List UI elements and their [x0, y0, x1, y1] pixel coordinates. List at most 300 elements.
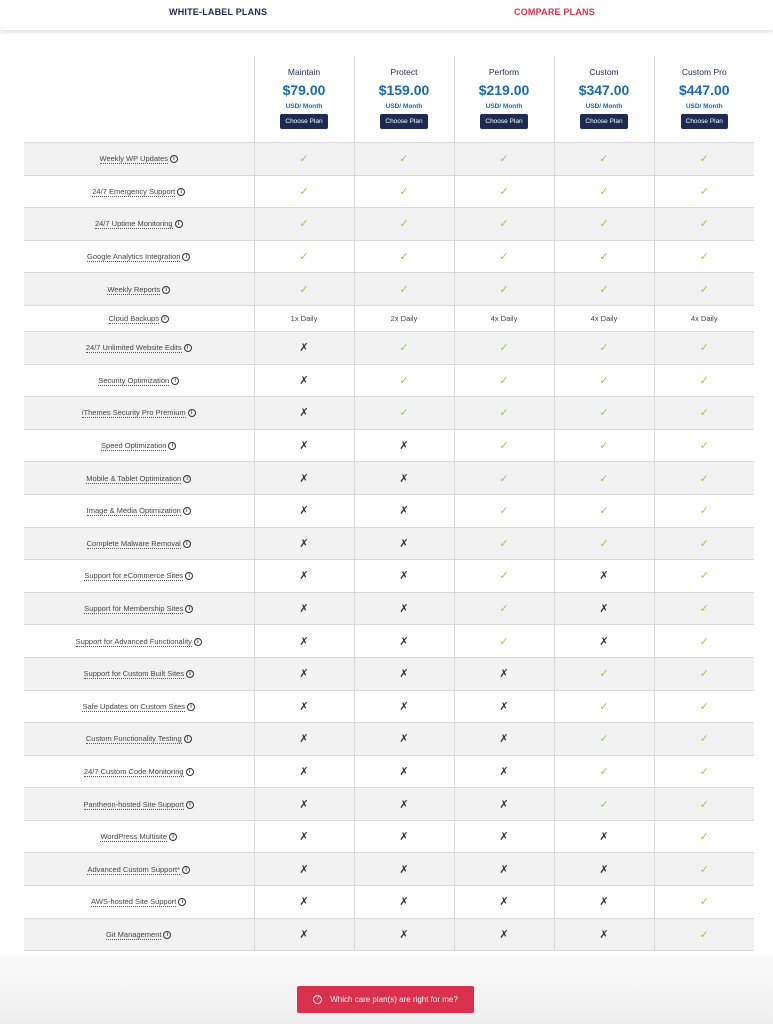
feature-label[interactable]: iThemes Security Pro Premium	[81, 408, 186, 418]
feature-label[interactable]: Security Optimization	[98, 375, 170, 385]
check-icon: ✓	[699, 798, 709, 811]
cross-icon: ✗	[399, 603, 409, 616]
table-row	[24, 462, 754, 495]
table-row	[24, 240, 754, 273]
plan-value-cell	[654, 331, 754, 364]
cross-icon: ✗	[499, 733, 509, 746]
plan-value-text: 4x Daily	[590, 313, 618, 323]
check-icon: ✓	[699, 765, 709, 778]
cross-icon: ✗	[299, 765, 309, 778]
plan-name: Protect	[390, 67, 418, 77]
cross-icon: ✗	[399, 831, 409, 844]
plan-value-cell	[654, 690, 754, 723]
feature-cell	[24, 820, 254, 853]
check-icon: ✓	[499, 342, 509, 355]
check-icon: ✓	[599, 407, 609, 420]
info-icon[interactable]: i	[185, 572, 193, 580]
plan-price: $447.00	[678, 82, 730, 98]
feature-label[interactable]: Safe Updates on Custom Sites	[82, 701, 186, 711]
cross-icon: ✗	[399, 505, 409, 518]
help-button-label: Which care plan(s) are right for me?	[330, 995, 458, 1004]
plan-value-cell	[354, 723, 454, 756]
plan-value-cell	[654, 462, 754, 495]
plan-value-cell	[454, 305, 554, 331]
plan-value-cell	[654, 305, 754, 331]
info-icon[interactable]: i	[162, 286, 170, 294]
feature-label[interactable]: WordPress Multisite	[100, 832, 168, 842]
feature-cell	[24, 625, 254, 658]
plan-value-cell	[254, 429, 354, 462]
check-icon: ✓	[699, 635, 709, 648]
feature-label[interactable]: Support for Advanced Functionality	[75, 636, 192, 646]
check-icon: ✓	[499, 440, 509, 453]
check-icon: ✓	[499, 251, 509, 264]
table-row	[24, 175, 754, 208]
check-icon: ✓	[699, 472, 709, 485]
plan-value-cell	[454, 143, 554, 176]
cross-icon: ✗	[299, 635, 309, 648]
feature-label[interactable]: 24/7 Unlimited Website Edits	[85, 343, 182, 353]
plan-value-cell	[354, 240, 454, 273]
plan-value-cell	[254, 305, 354, 331]
check-icon: ✓	[699, 407, 709, 420]
plan-value-cell	[254, 657, 354, 690]
check-icon: ✓	[699, 251, 709, 264]
plan-value-cell	[354, 592, 454, 625]
feature-cell	[24, 462, 254, 495]
plan-value-cell	[454, 331, 554, 364]
check-icon: ✓	[599, 342, 609, 355]
feature-label[interactable]: Image & Media Optimization	[86, 506, 181, 516]
feature-label[interactable]: 24/7 Custom Code Monitoring	[83, 766, 184, 776]
info-icon[interactable]: i	[171, 377, 179, 385]
feature-label[interactable]: Advanced Custom Support*	[87, 864, 181, 874]
info-icon[interactable]: i	[194, 638, 202, 646]
plan-value-cell	[654, 853, 754, 886]
plan-value-cell	[454, 208, 554, 241]
feature-label[interactable]: Google Analytics Integration	[87, 252, 181, 262]
plan-value-cell	[454, 853, 554, 886]
plan-value-cell	[554, 494, 654, 527]
feature-cell	[24, 918, 254, 951]
plan-comparison-table	[24, 56, 754, 951]
check-icon: ✓	[299, 153, 309, 166]
check-icon: ✓	[399, 342, 409, 355]
info-icon[interactable]: i	[178, 898, 186, 906]
plan-value-cell	[554, 723, 654, 756]
check-icon: ✓	[299, 251, 309, 264]
plan-value-cell	[554, 820, 654, 853]
check-icon: ✓	[399, 374, 409, 387]
check-icon: ✓	[499, 185, 509, 198]
plan-value-cell	[454, 755, 554, 788]
info-icon[interactable]: i	[170, 155, 178, 163]
cross-icon: ✗	[399, 635, 409, 648]
plan-value-cell	[654, 592, 754, 625]
plan-value-cell	[554, 755, 654, 788]
feature-cell	[24, 657, 254, 690]
check-icon: ✓	[599, 765, 609, 778]
plan-value-cell	[354, 331, 454, 364]
info-icon[interactable]: i	[169, 833, 177, 841]
check-icon: ✓	[699, 153, 709, 166]
check-icon: ✓	[699, 863, 709, 876]
plan-value-cell	[354, 273, 454, 306]
cross-icon: ✗	[599, 863, 609, 876]
info-icon[interactable]: i	[188, 409, 196, 417]
plan-value-cell	[454, 462, 554, 495]
plan-value-cell	[654, 143, 754, 176]
feature-cell	[24, 429, 254, 462]
feature-label[interactable]: Mobile & Tablet Optimization	[86, 473, 182, 483]
table-row	[24, 918, 754, 951]
table-row	[24, 690, 754, 723]
plan-value-cell	[554, 592, 654, 625]
plan-value-cell	[654, 625, 754, 658]
plan-value-cell	[554, 625, 654, 658]
plan-name: Custom	[589, 67, 619, 77]
info-icon[interactable]: i	[186, 801, 194, 809]
plan-value-cell	[454, 240, 554, 273]
plan-value-cell	[254, 853, 354, 886]
check-icon: ✓	[599, 733, 609, 746]
plan-value-cell	[654, 273, 754, 306]
table-row	[24, 853, 754, 886]
plan-value-cell	[554, 175, 654, 208]
check-icon: ✓	[699, 668, 709, 681]
check-icon: ✓	[699, 603, 709, 616]
plan-value-cell	[654, 820, 754, 853]
check-icon: ✓	[599, 283, 609, 296]
feature-cell	[24, 592, 254, 625]
feature-cell	[24, 175, 254, 208]
feature-cell	[24, 240, 254, 273]
plan-value-cell	[254, 886, 354, 919]
cross-icon: ✗	[299, 896, 309, 909]
cross-icon: ✗	[299, 700, 309, 713]
plan-value-cell	[454, 560, 554, 593]
cross-icon: ✗	[599, 831, 609, 844]
check-icon: ✓	[499, 374, 509, 387]
plan-value-cell	[354, 305, 454, 331]
check-icon: ✓	[699, 374, 709, 387]
plan-value-cell	[254, 690, 354, 723]
cross-icon: ✗	[299, 668, 309, 681]
feature-label[interactable]: Weekly Reports	[107, 284, 161, 294]
feature-label[interactable]: Support for Custom Built Sites	[83, 669, 184, 679]
plan-value-cell	[354, 462, 454, 495]
feature-rows	[24, 143, 754, 951]
plan-value-cell	[454, 592, 554, 625]
feature-cell	[24, 331, 254, 364]
feature-label[interactable]: AWS-hosted Site Support	[91, 897, 177, 907]
check-icon: ✓	[599, 153, 609, 166]
info-icon[interactable]: i	[183, 507, 191, 515]
plan-value-cell	[554, 305, 654, 331]
check-icon: ✓	[699, 283, 709, 296]
plan-value-cell	[354, 820, 454, 853]
feature-label[interactable]: Complete Malware Removal	[86, 538, 181, 548]
plan-value-cell	[254, 918, 354, 951]
cross-icon: ✗	[499, 765, 509, 778]
info-icon[interactable]: i	[182, 866, 190, 874]
plan-value-cell	[454, 397, 554, 430]
plan-value-cell	[654, 429, 754, 462]
feature-label[interactable]: Custom Functionality Testing	[85, 734, 182, 744]
plan-value-cell	[354, 690, 454, 723]
plan-value-cell	[354, 788, 454, 821]
plan-value-cell	[354, 364, 454, 397]
table-row	[24, 429, 754, 462]
comparison-table-container	[24, 56, 754, 951]
plan-header-custom	[554, 56, 654, 143]
plan-unit: USD/ Month	[685, 103, 723, 110]
check-icon: ✓	[599, 185, 609, 198]
plan-value-cell	[354, 625, 454, 658]
check-icon: ✓	[599, 374, 609, 387]
info-icon[interactable]: i	[182, 253, 190, 261]
plan-value-cell	[654, 175, 754, 208]
info-icon[interactable]: i	[161, 315, 169, 323]
cross-icon: ✗	[599, 896, 609, 909]
plan-value-cell	[654, 788, 754, 821]
info-icon[interactable]: i	[186, 670, 194, 678]
plan-value-cell	[554, 690, 654, 723]
table-row	[24, 755, 754, 788]
plan-unit: USD/ Month	[285, 103, 323, 110]
cross-icon: ✗	[499, 668, 509, 681]
plan-value-cell	[254, 175, 354, 208]
check-icon: ✓	[599, 440, 609, 453]
plan-value-cell	[354, 143, 454, 176]
info-icon[interactable]: i	[184, 344, 192, 352]
feature-label[interactable]: Pantheon-hosted Site Support	[83, 799, 184, 809]
feature-cell	[24, 527, 254, 560]
feature-cell	[24, 886, 254, 919]
choose-plan-button-perform[interactable]: Choose Plan	[480, 114, 527, 129]
feature-cell	[24, 755, 254, 788]
info-icon[interactable]: i	[185, 605, 193, 613]
feature-label[interactable]: Git Management	[106, 929, 162, 939]
choose-plan-button-maintain[interactable]: Choose Plan	[280, 114, 327, 129]
plan-value-cell	[354, 429, 454, 462]
cross-icon: ✗	[399, 700, 409, 713]
check-icon: ✓	[299, 185, 309, 198]
check-icon: ✓	[499, 472, 509, 485]
plan-name: Maintain	[287, 67, 321, 77]
plan-value-cell	[554, 143, 654, 176]
cross-icon: ✗	[599, 603, 609, 616]
choose-plan-button-custom-pro[interactable]: Choose Plan	[681, 114, 728, 129]
feature-label[interactable]: Speed Optimization	[101, 441, 167, 451]
plan-value-cell	[354, 853, 454, 886]
info-icon[interactable]: i	[163, 931, 171, 939]
plan-value-cell	[654, 723, 754, 756]
feature-label[interactable]: Weekly WP Updates	[99, 154, 168, 164]
cross-icon: ✗	[299, 928, 309, 941]
cross-icon: ✗	[499, 896, 509, 909]
check-icon: ✓	[499, 505, 509, 518]
plan-value-cell	[554, 273, 654, 306]
plan-value-cell	[254, 788, 354, 821]
header-blank-cell	[24, 56, 254, 143]
plan-value-cell	[554, 657, 654, 690]
table-row	[24, 364, 754, 397]
check-icon: ✓	[699, 928, 709, 941]
feature-cell	[24, 690, 254, 723]
table-row	[24, 560, 754, 593]
plan-value-cell	[654, 886, 754, 919]
check-icon: ✓	[699, 700, 709, 713]
info-icon[interactable]: i	[183, 475, 191, 483]
info-icon[interactable]: i	[187, 703, 195, 711]
feature-cell	[24, 305, 254, 331]
plan-value-text: 4x Daily	[690, 313, 718, 323]
table-row	[24, 273, 754, 306]
cross-icon: ✗	[399, 863, 409, 876]
cross-icon: ✗	[399, 472, 409, 485]
plan-value-cell	[454, 494, 554, 527]
plan-value-cell	[654, 208, 754, 241]
check-icon: ✓	[399, 251, 409, 264]
check-icon: ✓	[699, 505, 709, 518]
plan-value-cell	[454, 918, 554, 951]
cross-icon: ✗	[499, 831, 509, 844]
plan-value-cell	[554, 429, 654, 462]
cross-icon: ✗	[299, 570, 309, 583]
table-row	[24, 143, 754, 176]
cross-icon: ✗	[599, 570, 609, 583]
cross-icon: ✗	[299, 831, 309, 844]
cross-icon: ✗	[399, 440, 409, 453]
plan-value-cell	[254, 143, 354, 176]
check-icon: ✓	[699, 733, 709, 746]
plan-value-cell	[254, 240, 354, 273]
cross-icon: ✗	[399, 733, 409, 746]
cross-icon: ✗	[399, 928, 409, 941]
table-row	[24, 305, 754, 331]
plan-unit: USD/ Month	[485, 103, 523, 110]
table-row	[24, 625, 754, 658]
plan-value-cell	[354, 208, 454, 241]
feature-cell	[24, 560, 254, 593]
plan-value-cell	[654, 755, 754, 788]
check-icon: ✓	[699, 537, 709, 550]
plan-value-cell	[554, 240, 654, 273]
cross-icon: ✗	[399, 765, 409, 778]
cross-icon: ✗	[399, 537, 409, 550]
plan-value-cell	[354, 175, 454, 208]
plan-value-cell	[354, 755, 454, 788]
plan-value-cell	[454, 273, 554, 306]
plan-value-cell	[454, 657, 554, 690]
table-row	[24, 886, 754, 919]
table-row	[24, 208, 754, 241]
check-icon: ✓	[399, 218, 409, 231]
plan-value-cell	[554, 527, 654, 560]
check-icon: ✓	[599, 700, 609, 713]
plan-value-cell	[654, 560, 754, 593]
plan-value-cell	[654, 240, 754, 273]
plan-value-cell	[254, 625, 354, 658]
tab-compare-plans[interactable]: COMPARE PLANS	[514, 7, 595, 17]
feature-label[interactable]: Support for eCommerce Sites	[84, 571, 184, 581]
check-icon: ✓	[599, 537, 609, 550]
info-icon[interactable]: i	[168, 442, 176, 450]
cross-icon: ✗	[299, 537, 309, 550]
feature-label[interactable]: Support for Membership Sites	[84, 604, 184, 613]
cross-icon: ✗	[399, 798, 409, 811]
feature-cell	[24, 723, 254, 756]
info-icon[interactable]: i	[177, 188, 185, 196]
feature-label[interactable]: 24/7 Uptime Monitoring	[94, 219, 173, 229]
plan-value-cell	[354, 918, 454, 951]
plan-value-cell	[554, 364, 654, 397]
plan-value-cell	[454, 364, 554, 397]
feature-label[interactable]: 24/7 Emergency Support	[92, 186, 176, 196]
cross-icon: ✗	[599, 635, 609, 648]
info-icon[interactable]: i	[183, 540, 191, 548]
plan-value-cell	[454, 527, 554, 560]
plan-value-cell	[254, 494, 354, 527]
plan-value-cell	[354, 527, 454, 560]
cross-icon: ✗	[299, 863, 309, 876]
check-icon: ✓	[599, 798, 609, 811]
table-row	[24, 657, 754, 690]
plan-unit: USD/ Month	[585, 103, 623, 110]
choose-plan-button-protect[interactable]: Choose Plan	[380, 114, 427, 129]
plan-unit: USD/ Month	[385, 103, 423, 110]
check-icon: ✓	[699, 342, 709, 355]
info-icon[interactable]: i	[175, 220, 183, 228]
cross-icon: ✗	[399, 668, 409, 681]
which-plan-help-button[interactable]	[297, 986, 474, 1013]
plan-value-cell	[254, 364, 354, 397]
plan-value-cell	[654, 397, 754, 430]
cross-icon: ✗	[299, 374, 309, 387]
check-icon: ✓	[499, 218, 509, 231]
cross-icon: ✗	[499, 863, 509, 876]
tab-white-label-plans[interactable]: WHITE-LABEL PLANS	[169, 7, 268, 17]
plan-value-cell	[254, 273, 354, 306]
plan-value-cell	[254, 560, 354, 593]
plan-value-cell	[654, 657, 754, 690]
plan-value-cell	[654, 527, 754, 560]
cross-icon: ✗	[399, 570, 409, 583]
plan-value-cell	[354, 886, 454, 919]
check-icon: ✓	[599, 505, 609, 518]
info-icon[interactable]: i	[184, 735, 192, 743]
cross-icon: ✗	[299, 733, 309, 746]
plan-price: $347.00	[578, 82, 630, 98]
plan-value-cell	[254, 208, 354, 241]
plan-value-cell	[654, 364, 754, 397]
plan-value-cell	[454, 788, 554, 821]
cross-icon: ✗	[599, 928, 609, 941]
plan-price: $79.00	[282, 82, 326, 98]
info-icon[interactable]: i	[186, 768, 194, 776]
cross-icon: ✗	[499, 798, 509, 811]
table-row	[24, 494, 754, 527]
feature-label[interactable]: Cloud Backups	[108, 313, 159, 323]
plan-value-cell	[554, 560, 654, 593]
check-icon: ✓	[499, 283, 509, 296]
choose-plan-button-custom[interactable]: Choose Plan	[580, 114, 627, 129]
plan-value-cell	[254, 755, 354, 788]
feature-cell	[24, 853, 254, 886]
check-icon: ✓	[499, 153, 509, 166]
cross-icon: ✗	[299, 472, 309, 485]
